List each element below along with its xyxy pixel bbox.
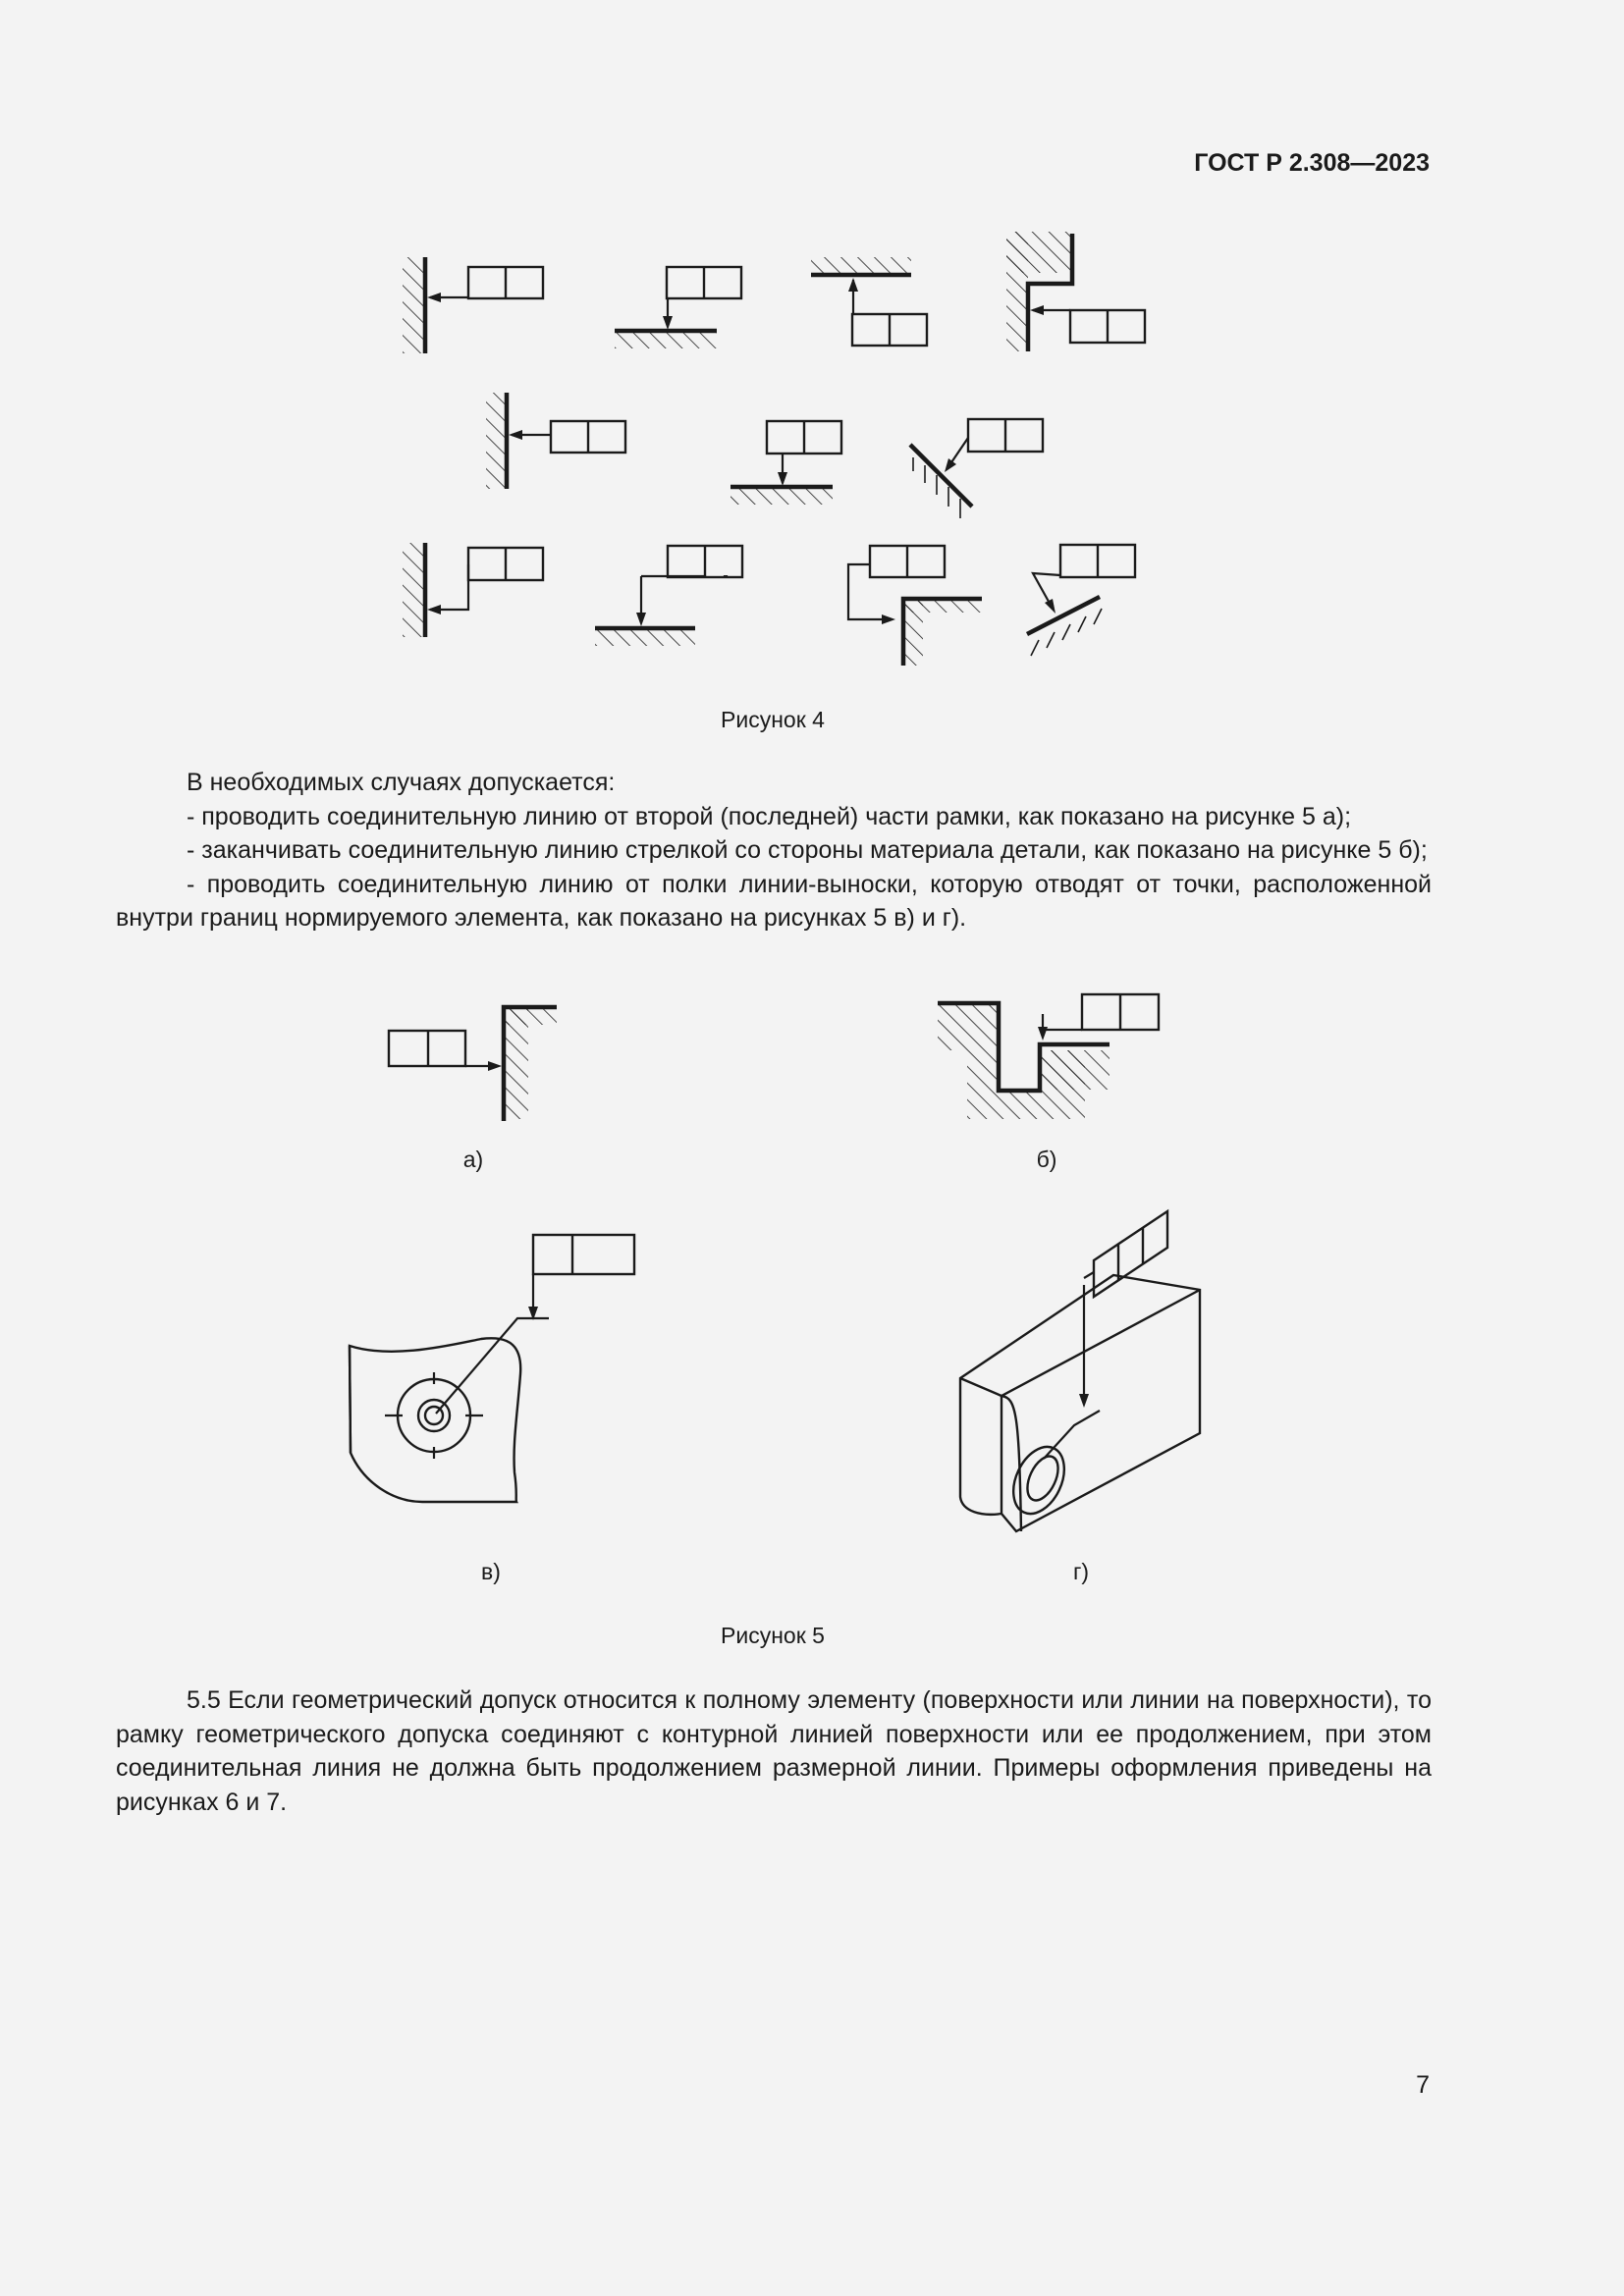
document-header: ГОСТ Р 2.308—2023	[1194, 149, 1430, 177]
figure-5-top	[0, 982, 1624, 1148]
intro-item-2: - заканчивать соединительную линию стрелкой со стороны материала детали, как показано на рисунке 5 б);	[187, 836, 1428, 864]
page-number: 7	[1416, 2071, 1430, 2099]
fig4-example-r2c1	[486, 393, 625, 489]
fig5-b-drawing	[938, 994, 1159, 1119]
fig4-example-r1c2	[615, 267, 741, 348]
figure-5-caption: Рисунок 5	[721, 1623, 825, 1648]
fig4-example-r3c4	[1027, 545, 1135, 656]
intro-lead: В необходимых случаях допускается:	[187, 769, 616, 796]
figure-5-bottom	[0, 1198, 1624, 1571]
fig5-g-drawing	[960, 1211, 1200, 1531]
section-5-5	[116, 1683, 1432, 1819]
fig4-example-r1c1	[403, 257, 543, 353]
intro-paragraphs	[116, 766, 1432, 935]
fig4-example-r1c4	[1006, 232, 1145, 351]
figure-4	[0, 216, 1624, 687]
fig5-label-a: а)	[462, 1147, 484, 1172]
fig4-example-r2c2	[731, 421, 841, 505]
fig5-a-drawing	[389, 1007, 557, 1121]
section-5-5-paragraph: 5.5 Если геометрический допуск относится к полному элементу (поверхности или линии на поверхности), то рамку геометрического допуска соединяют с контурной линией поверхности или ее продолжением, при этом соединительная линия не должна быть продолжением размерной линии. Примеры оформления приведены на рисунках 6 и 7.	[116, 1686, 1432, 1816]
fig5-v-drawing	[350, 1235, 634, 1502]
intro-item-1: - проводить соединительную линию от второй (последней) части рамки, как показано на рисунке 5 а);	[187, 802, 1352, 830]
fig4-example-r3c3	[848, 546, 982, 666]
fig4-example-r2c3	[910, 419, 1043, 518]
fig4-example-r1c3	[811, 257, 927, 346]
fig5-label-b: б)	[1036, 1147, 1057, 1172]
intro-item-3: - проводить соединительную линию от полки линии-выноски, которую отводят от точки, расположенной внутри границ нормируемого элемента, как показано на рисунках 5 в) и г).	[116, 870, 1432, 932]
fig5-label-v: в)	[481, 1559, 501, 1584]
fig5-label-g: г)	[1072, 1559, 1090, 1584]
fig4-example-r3c2	[595, 546, 742, 646]
figure-4-caption: Рисунок 4	[721, 707, 825, 732]
fig4-example-r3c1	[403, 543, 543, 637]
